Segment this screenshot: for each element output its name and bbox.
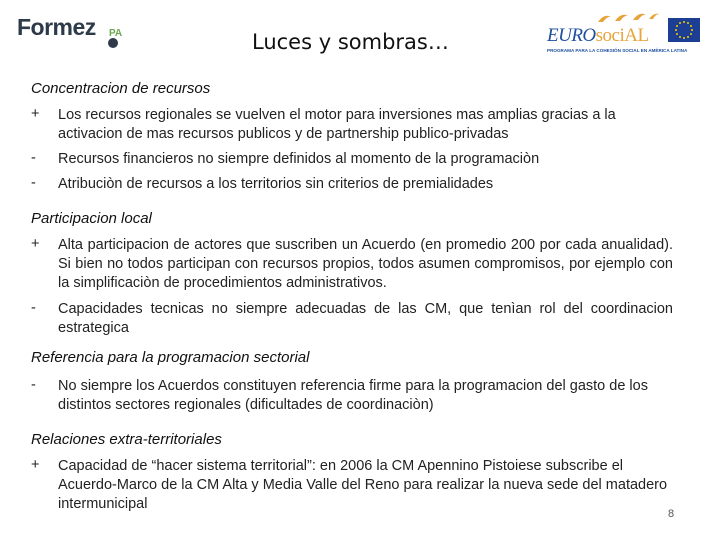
eurosocial-logo-text — [547, 25, 649, 47]
bullet-marker: + — [31, 236, 40, 252]
bullet-marker: - — [31, 377, 36, 393]
section-heading-referencia: Referencia para la programacion sectorial — [31, 349, 310, 366]
slide-title: Luces y sombras… — [252, 30, 449, 54]
bullet-marker: - — [31, 150, 36, 166]
eurosocial-logo-subtitle: PROGRAMA PARA LA COHESIÓN SOCIAL EN AMÉRICA LATINA — [547, 48, 688, 53]
bullet-marker: + — [31, 106, 40, 122]
eurosocial-birds-icon — [593, 8, 663, 26]
formez-logo-dot — [108, 38, 118, 48]
list-item-text: Los recursos regionales se vuelven el motor para inversiones mas amplias gracias a la activacion de mas recursos publicos y de partnership publico-privadas — [58, 107, 616, 142]
bullet-marker: - — [31, 300, 36, 316]
list-item-text: No siempre los Acuerdos constituyen referencia firme para la programacion del gasto de los distintos sectores regionales (dificultades de coordinaciòn) — [58, 378, 648, 413]
eurosocial-logo — [545, 8, 705, 60]
list-item-text: Alta participacion de actores que suscriben un Acuerdo (en promedio 200 por cada anualidad). Si bien no todos participan con recursos propios, todos asumen compromisos, por ejemplo con la simplificaciòn de procedimientos administrativos. — [58, 237, 673, 291]
list-item-text: Atribuciòn de recursos a los territorios sin criterios de premialidades — [58, 176, 494, 192]
page-number: 8 — [668, 508, 675, 520]
formez-logo — [17, 14, 123, 41]
section-heading-concentracion: Concentracion de recursos — [31, 80, 211, 97]
list-item-text: Capacidad de “hacer sistema territorial”: en 2006 la CM Apennino Pistoiese subscribe el Acuerdo-Marco de la CM Alta y Media Valle del Reno para realizar la nueva sede del matadero intermunicipal — [58, 458, 668, 512]
bullet-marker: + — [31, 457, 40, 473]
eu-flag-icon — [668, 18, 700, 42]
bullet-marker: - — [31, 175, 36, 191]
eurosocial-logo-text-a: EURO — [547, 25, 596, 46]
section-heading-relaciones: Relaciones extra-territoriales — [31, 431, 222, 448]
list-item-text: Recursos financieros no siempre definidos al momento de la programaciòn — [58, 151, 540, 167]
section-heading-participacion: Participacion local — [31, 210, 152, 227]
list-item-text: Capacidades tecnicas no siempre adecuadas de las CM, que tenìan rol del coordinacion estrategica — [58, 301, 673, 336]
formez-logo-suffix: PA — [109, 28, 123, 39]
eurosocial-logo-text-b: sociAL — [595, 25, 649, 46]
formez-logo-text: Formez — [17, 14, 96, 40]
